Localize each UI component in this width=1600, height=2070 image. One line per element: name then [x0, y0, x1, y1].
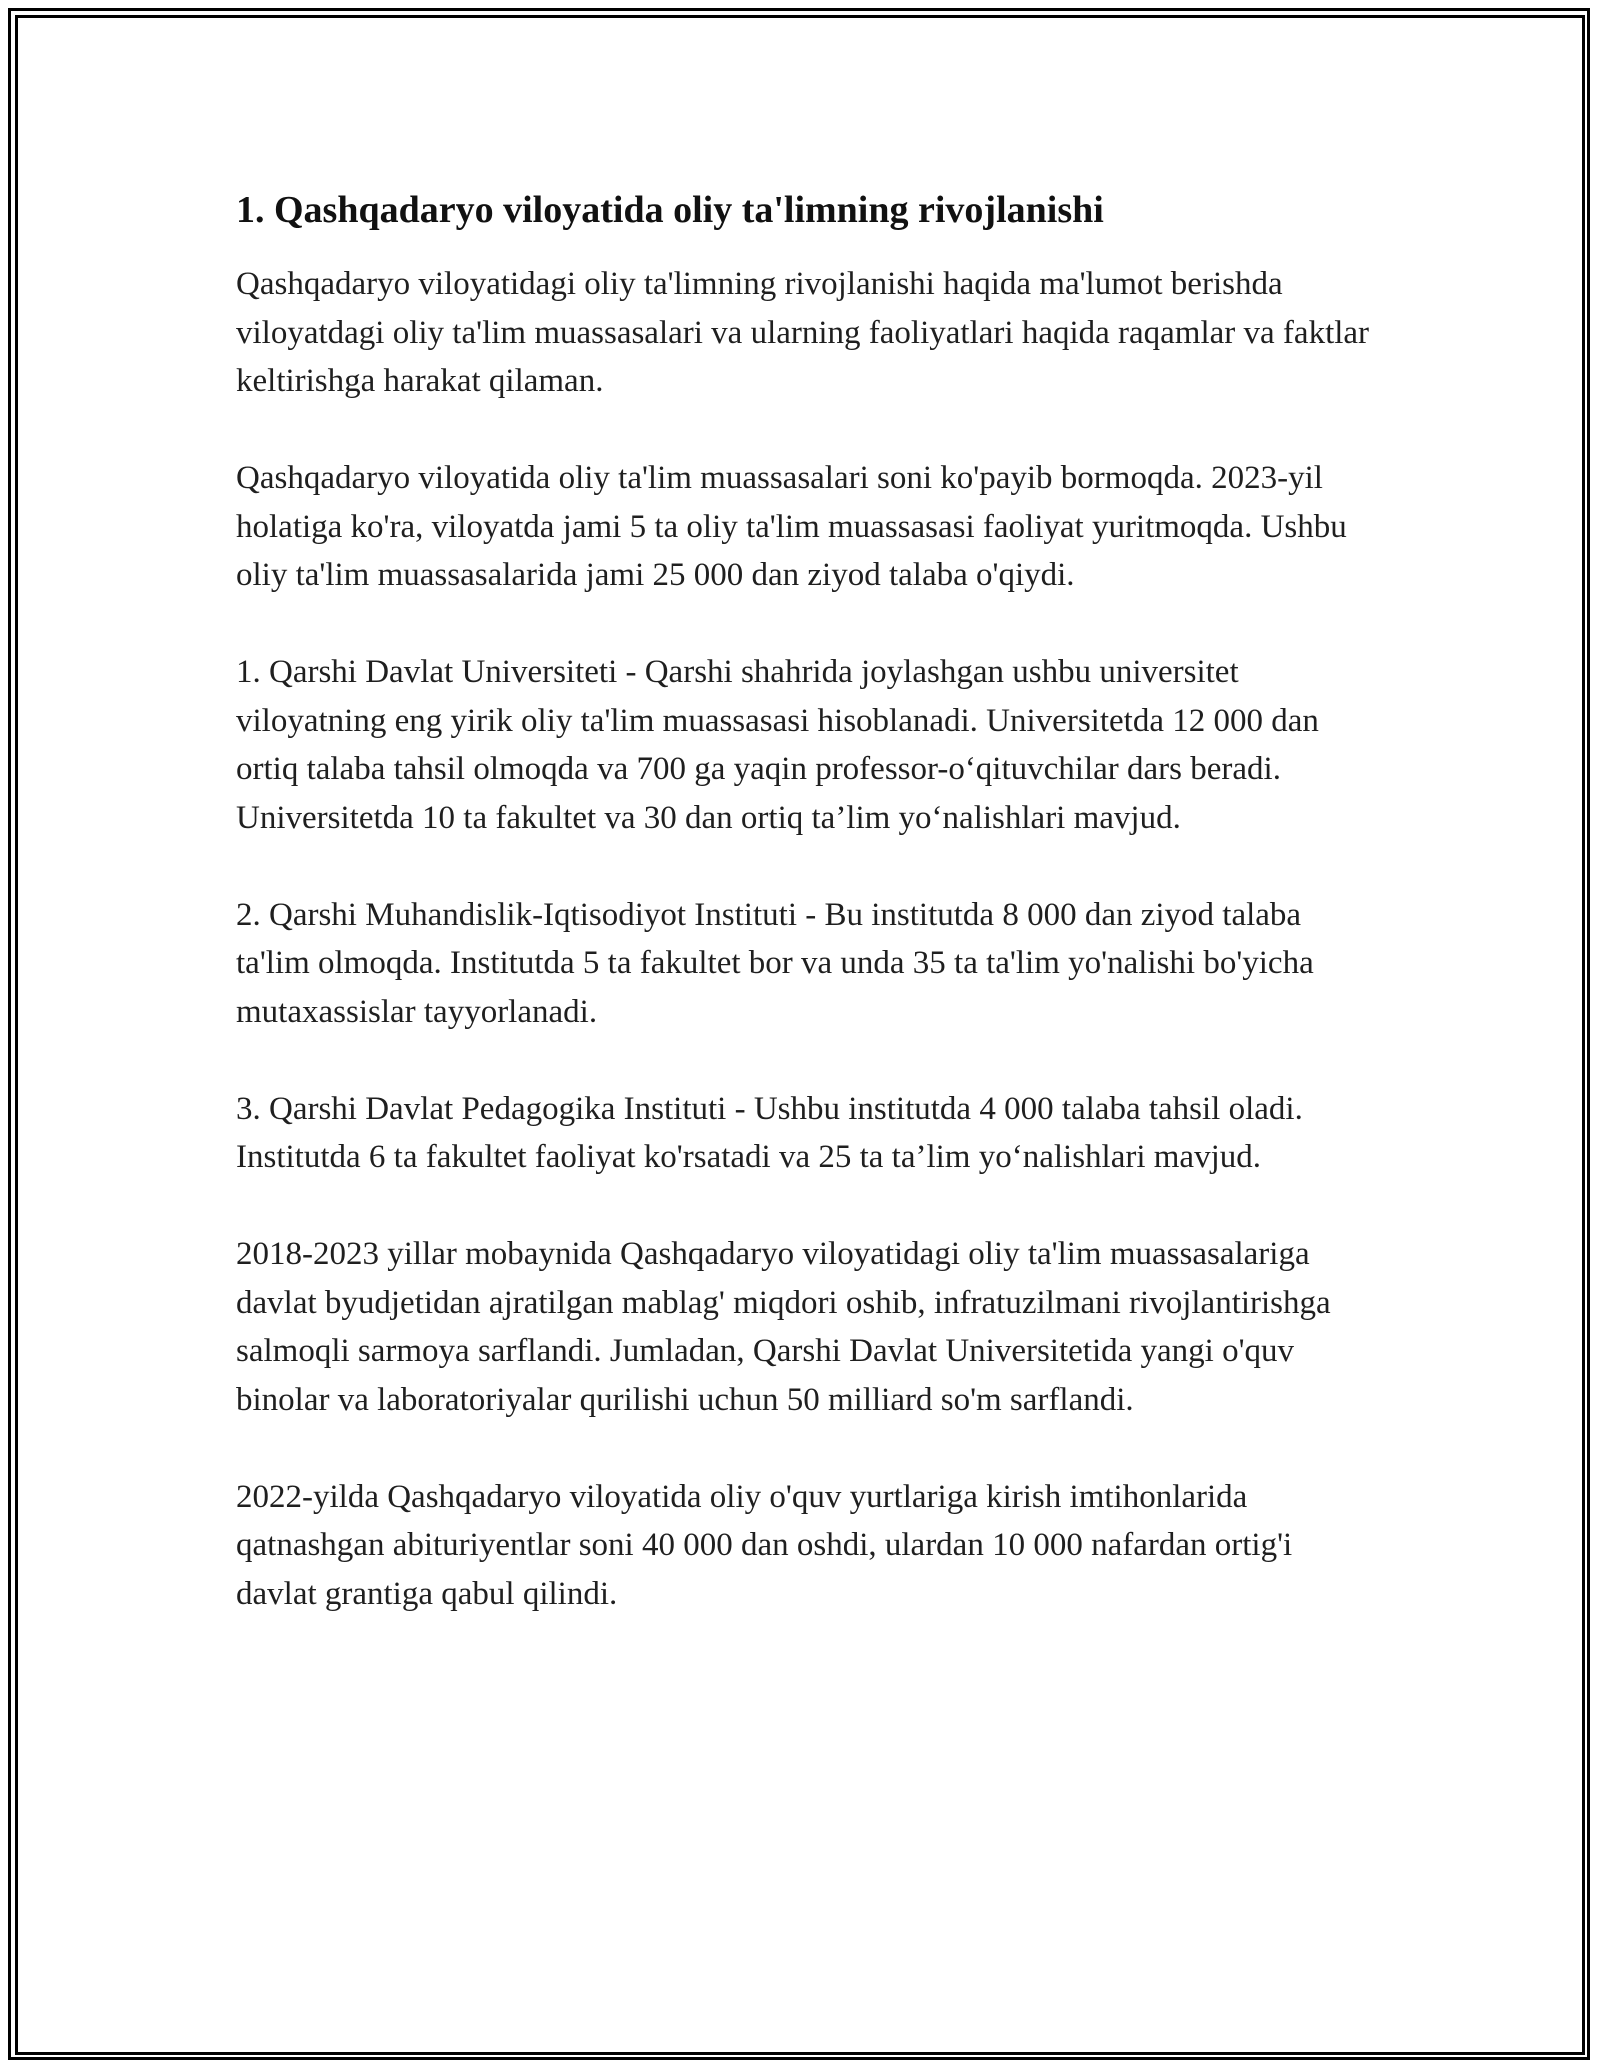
paragraph-pedagogical-institute: 3. Qarshi Davlat Pedagogika Instituti - Ushbu institutda 4 000 talaba tahsil oladi. Institutda 6 ta fakultet faoliyat ko'rsatadi va 25 ta ta’lim yo‘nalishlari mavjud.: [236, 1090, 1303, 1175]
paragraph-admissions: 2022-yilda Qashqadaryo viloyatida oliy o'quv yurtlariga kirish imtihonlarida qatnashgan abituriyentlar soni 40 000 dan oshdi, ulardan 10 000 nafardan ortig'i davlat grantiga qabul qilindi.: [236, 1478, 1293, 1612]
paragraph-intro: Qashqadaryo viloyatidagi oliy ta'limning rivojlanishi haqida ma'lumot berishda viloyatdagi oliy ta'lim muassasalari va ularning faoliyatlari haqida raqamlar va faktlar keltirishga harakat qilaman.: [236, 266, 1370, 399]
paragraph-qarshi-state-university: 1. Qarshi Davlat Universiteti - Qarshi shahrida joylashgan ushbu universitet viloyatning eng yirik oliy ta'lim muassasasi hisoblanadi. Universitetda 12 000 dan ortiq talaba tahsil olmoqda va 700 ga yaqin professor-o‘qituvchilar dars beradi. Universitetda 10 ta fakultet va 30 dan ortiq ta’lim yo‘nalishlari mavjud.: [236, 654, 1319, 836]
paragraph-institutions-count: Qashqadaryo viloyatida oliy ta'lim muassasalari soni ko'payib bormoqda. 2023-yil holatiga ko'ra, viloyatda jami 5 ta oliy ta'lim muassasasi faoliyat yuritmoqda. Ushbu oliy ta'lim muassasalarida jami 25 000 dan ziyod talaba o'qiydi.: [236, 460, 1347, 593]
document-title: 1. Qashqadaryo viloyatida oliy ta'limning rivojlanishi: [236, 189, 1104, 231]
paragraph-engineering-economics-institute: 2. Qarshi Muhandislik-Iqtisodiyot Instituti - Bu institutda 8 000 dan ziyod talaba ta'lim olmoqda. Institutda 5 ta fakultet bor va unda 35 ta ta'lim yo'nalishi bo'yicha mutaxassislar tayyorlanadi.: [236, 896, 1314, 1030]
document-body: [236, 186, 1376, 1667]
paragraph-funding: 2018-2023 yillar mobaynida Qashqadaryo viloyatidagi oliy ta'lim muassasalariga davlat byudjetidan ajratilgan mablag' miqdori oshib, infratuzilmani rivojlantirishga salmoqli sarmoya sarflandi. Jumladan, Qarshi Davlat Universitetida yangi o'quv binolar va laboratoriyalar qurilishi uchun 50 milliard so'm sarflandi.: [236, 1236, 1331, 1418]
